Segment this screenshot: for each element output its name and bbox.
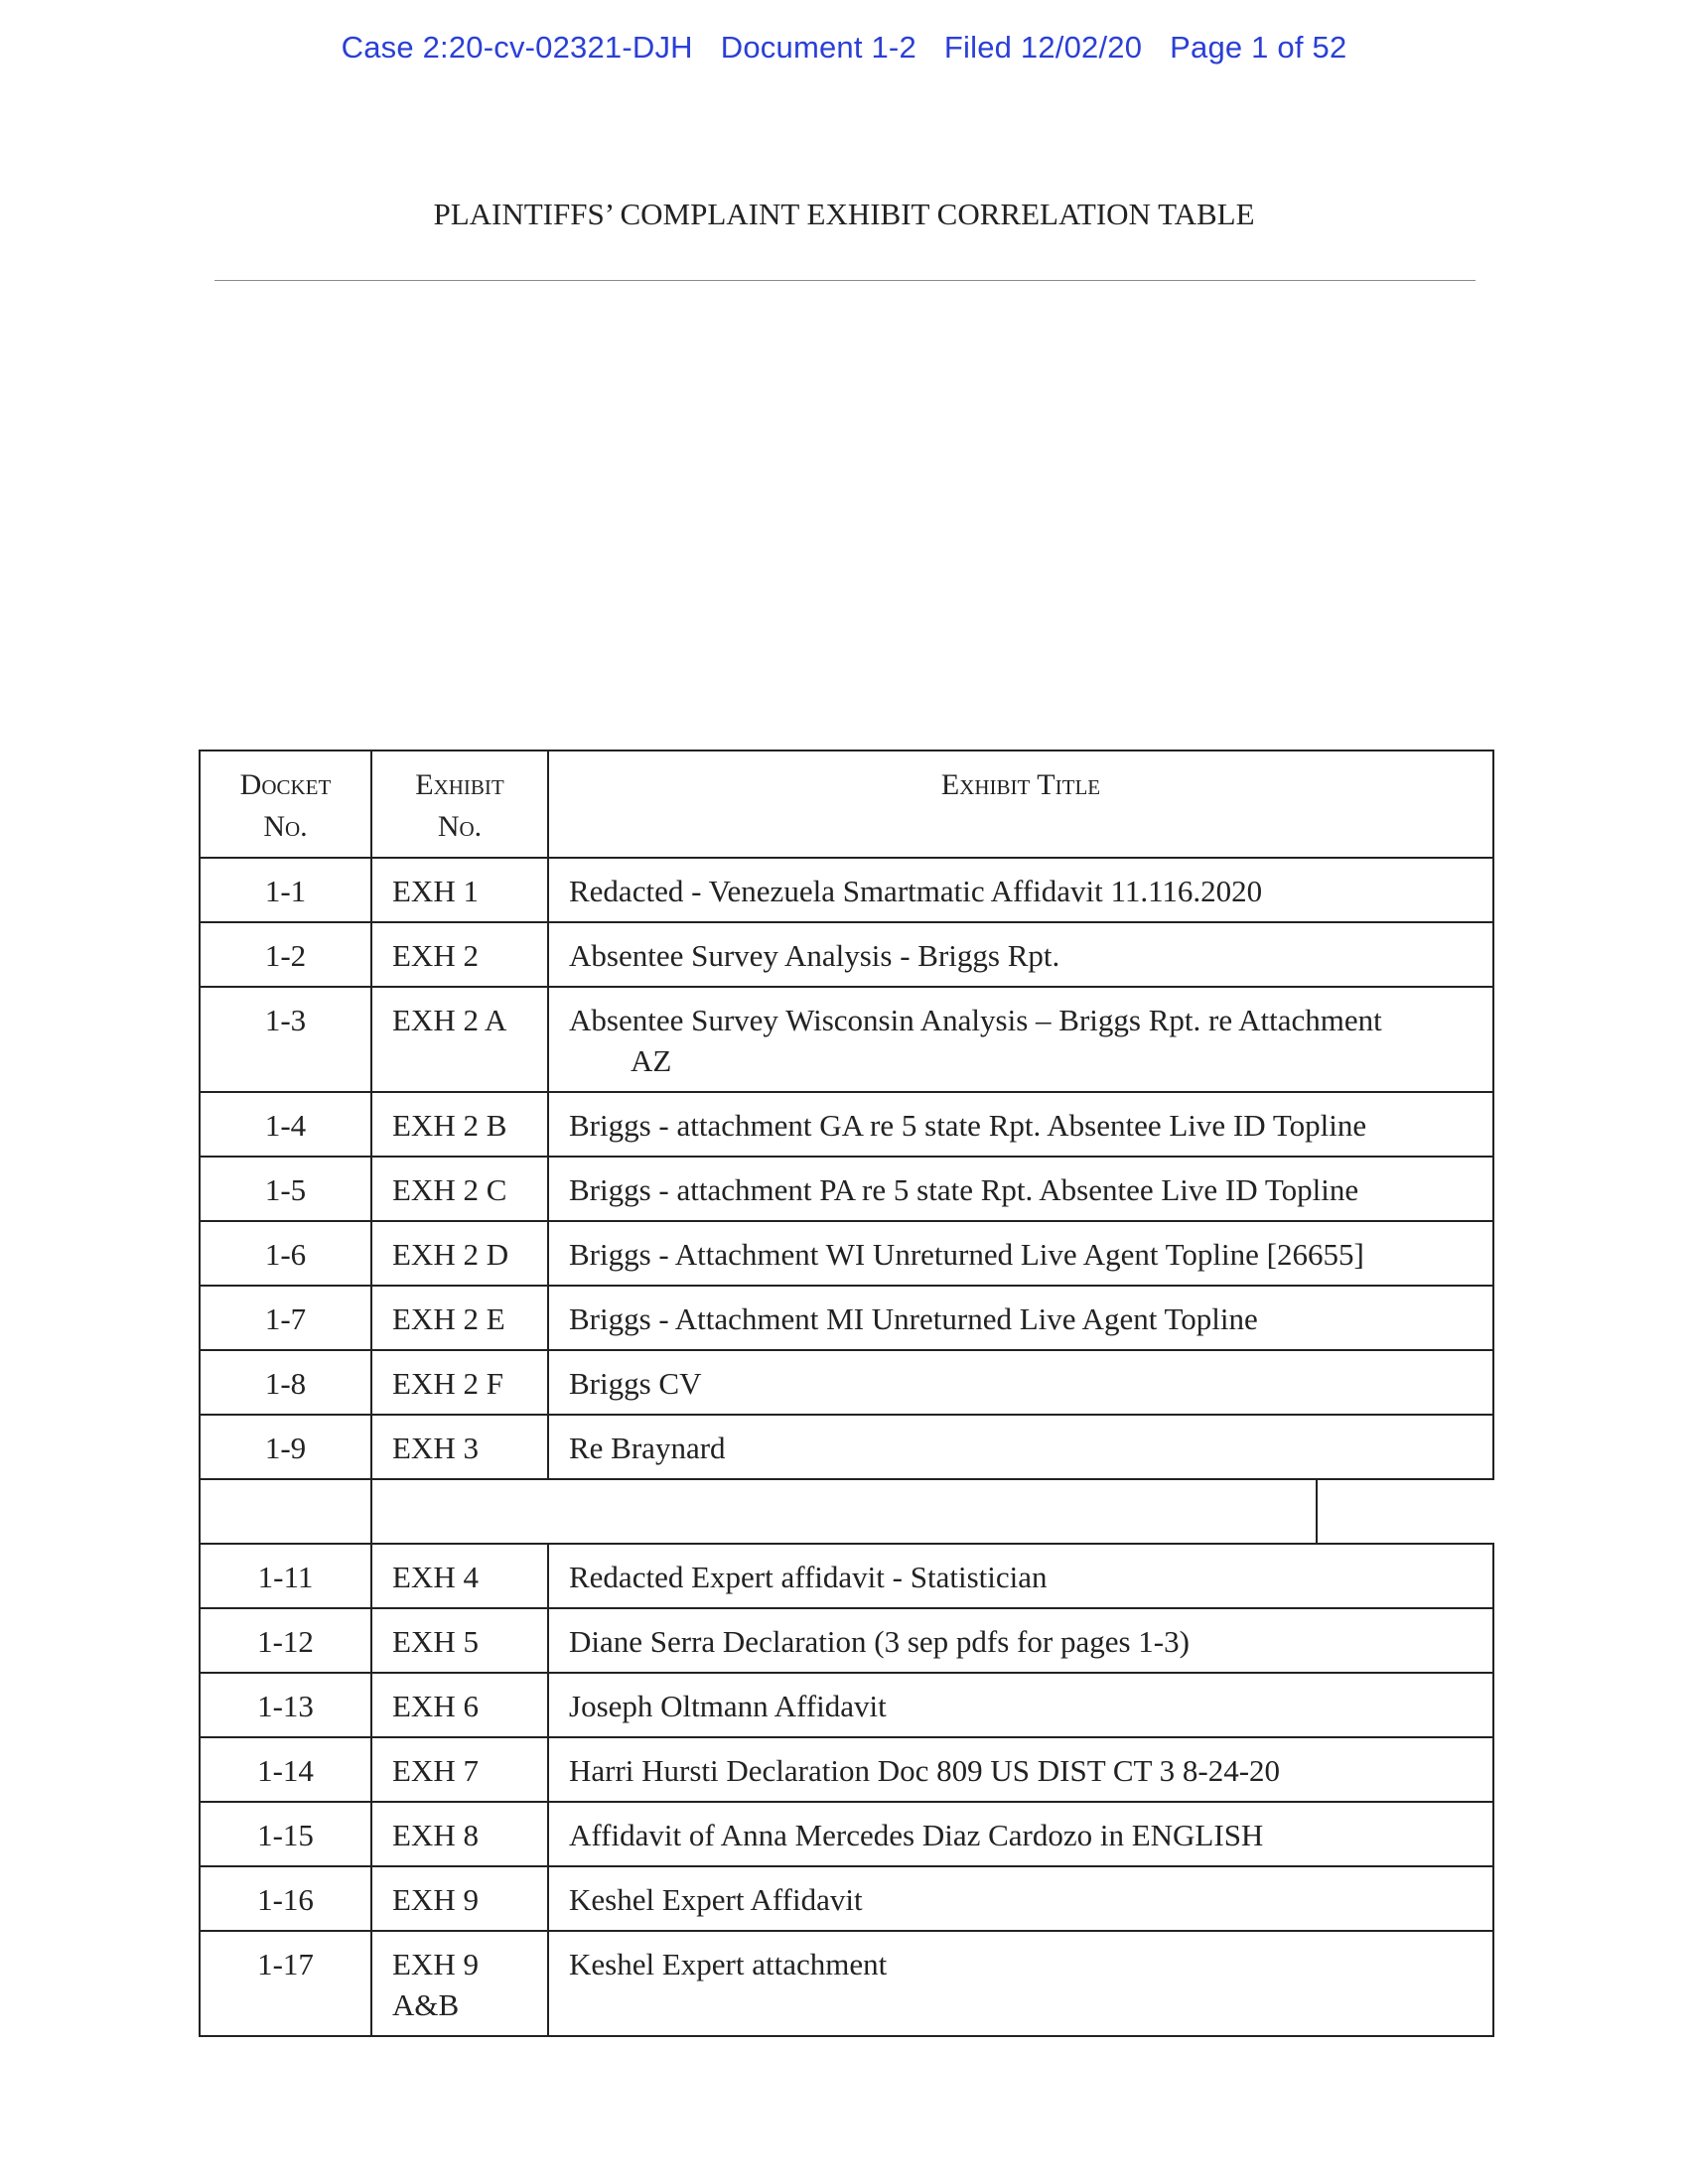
exhibit-correlation-table [199, 750, 1494, 2037]
docket-number-cell: 1-1 [200, 858, 371, 922]
docket-number-cell: 1-6 [200, 1221, 371, 1286]
exhibit-title-cell [548, 1092, 1493, 1157]
table-row [200, 1286, 1493, 1350]
case-number: Case 2:20-cv-02321-DJH [341, 30, 693, 65]
docket-number-cell: 1-14 [200, 1737, 371, 1802]
exhibit-number-continued: A&B [392, 1987, 460, 2022]
exhibit-title-continued: AZ [631, 1043, 672, 1078]
docket-number-cell: 1-4 [200, 1092, 371, 1157]
exhibit-title-cell [548, 1673, 1493, 1737]
title-divider [214, 280, 1476, 281]
exhibit-number: EXH 1 [392, 874, 479, 908]
table-row [200, 1802, 1493, 1866]
exhibit-title: Briggs CV [569, 1366, 702, 1401]
exhibit-title: Absentee Survey Wisconsin Analysis – Briggs Rpt. re Attachment [569, 1003, 1382, 1037]
exhibit-title-cell [548, 1608, 1493, 1673]
docket-number-cell: 1-16 [200, 1866, 371, 1931]
exhibit-title-cell [548, 1415, 1493, 1479]
table-row [200, 922, 1493, 987]
exhibit-number-cell [371, 1866, 548, 1931]
exhibit-number-cell [371, 1544, 548, 1608]
exhibit-title: Absentee Survey Analysis - Briggs Rpt. [569, 938, 1060, 973]
table-row [200, 1092, 1493, 1157]
docket-number-cell: 1-7 [200, 1286, 371, 1350]
exhibit-number: EXH 2 F [392, 1366, 503, 1401]
exhibit-title: Harri Hursti Declaration Doc 809 US DIST CT 3 8-24-20 [569, 1753, 1281, 1788]
header-exhibit-title: Exhibit Title [548, 751, 1493, 858]
exhibit-number: EXH 7 [392, 1753, 479, 1788]
docket-number-cell: 1-5 [200, 1157, 371, 1221]
exhibit-number: EXH 2 A [392, 1003, 507, 1037]
page-title: PLAINTIFFS’ COMPLAINT EXHIBIT CORRELATION TABLE [433, 197, 1255, 231]
exhibit-title-cell [548, 1737, 1493, 1802]
document-number: Document 1-2 [720, 30, 916, 65]
exhibit-number-cell [371, 1673, 548, 1737]
blank-cell [200, 1479, 371, 1544]
exhibit-title-cell [548, 987, 1493, 1092]
exhibit-number-cell [371, 987, 548, 1092]
exhibit-title-cell [548, 1157, 1493, 1221]
exhibit-number: EXH 2 E [392, 1301, 505, 1336]
table-row [200, 1608, 1493, 1673]
filed-date: Filed 12/02/20 [943, 30, 1143, 65]
exhibit-number-cell [371, 1802, 548, 1866]
exhibit-title: Joseph Oltmann Affidavit [569, 1689, 887, 1723]
exhibit-number-cell [371, 922, 548, 987]
table-header-row [200, 751, 1493, 858]
exhibit-title-cell [548, 1221, 1493, 1286]
exhibit-title: Affidavit of Anna Mercedes Diaz Cardozo in ENGLISH [569, 1818, 1264, 1852]
exhibit-title: Briggs - Attachment MI Unreturned Live Agent Topline [569, 1301, 1258, 1336]
exhibit-title: Briggs - attachment GA re 5 state Rpt. Absentee Live ID Topline [569, 1108, 1367, 1143]
docket-number-cell: 1-15 [200, 1802, 371, 1866]
exhibit-number: EXH 8 [392, 1818, 479, 1852]
table-row [200, 1931, 1493, 2036]
page-indicator: Page 1 of 52 [1170, 30, 1347, 65]
exhibit-number-cell [371, 1350, 548, 1415]
table-row [200, 1221, 1493, 1286]
docket-number-cell: 1-13 [200, 1673, 371, 1737]
exhibit-number: EXH 4 [392, 1560, 479, 1594]
exhibit-number-cell [371, 1931, 548, 2036]
docket-number-cell: 1-17 [200, 1931, 371, 2036]
exhibit-number-cell [371, 1737, 548, 1802]
exhibit-title-cell [548, 1544, 1493, 1608]
exhibit-number-cell [371, 1286, 548, 1350]
exhibit-number: EXH 3 [392, 1431, 479, 1465]
table-row [200, 987, 1493, 1092]
table-row [200, 1544, 1493, 1608]
exhibit-number-cell [371, 1157, 548, 1221]
exhibit-title: Keshel Expert Affidavit [569, 1882, 863, 1917]
exhibit-title-cell [548, 1802, 1493, 1866]
exhibit-number: EXH 9 [392, 1882, 479, 1917]
exhibit-title-cell [548, 922, 1493, 987]
exhibit-number-cell [371, 858, 548, 922]
exhibit-title: Keshel Expert attachment [569, 1947, 888, 1981]
header-docket-no: Docket No. [200, 751, 371, 858]
exhibit-number: EXH 9 [392, 1947, 479, 1981]
table-row [200, 1737, 1493, 1802]
table-row [200, 1157, 1493, 1221]
exhibit-number-cell [371, 1608, 548, 1673]
court-filing-stamp [0, 30, 1688, 66]
exhibit-title: Diane Serra Declaration (3 sep pdfs for pages 1-3) [569, 1624, 1190, 1659]
docket-number-cell: 1-12 [200, 1608, 371, 1673]
exhibit-title-cell [548, 1350, 1493, 1415]
exhibit-title: Redacted Expert affidavit - Statistician [569, 1560, 1048, 1594]
exhibit-title: Briggs - Attachment WI Unreturned Live Agent Topline [26655] [569, 1237, 1364, 1272]
docket-number-cell: 1-2 [200, 922, 371, 987]
docket-number-cell: 1-8 [200, 1350, 371, 1415]
exhibit-number: EXH 2 C [392, 1172, 507, 1207]
exhibit-number: EXH 5 [392, 1624, 479, 1659]
exhibit-number: EXH 2 [392, 938, 479, 973]
exhibit-title: Redacted - Venezuela Smartmatic Affidavit 11.116.2020 [569, 874, 1263, 908]
exhibit-number-cell [371, 1092, 548, 1157]
docket-number-cell: 1-9 [200, 1415, 371, 1479]
exhibit-title-cell [548, 1866, 1493, 1931]
table-row [200, 1415, 1493, 1479]
exhibit-title-cell [548, 1931, 1493, 2036]
table-row [200, 1866, 1493, 1931]
docket-number-cell: 1-11 [200, 1544, 371, 1608]
blank-row [200, 1479, 1493, 1544]
table-row [200, 858, 1493, 922]
table-row [200, 1673, 1493, 1737]
exhibit-number-cell [371, 1415, 548, 1479]
blank-cell-merged [371, 1479, 1493, 1544]
exhibit-number: EXH 2 B [392, 1108, 507, 1143]
exhibit-title-cell [548, 858, 1493, 922]
exhibit-number-cell [371, 1221, 548, 1286]
exhibit-title: Re Braynard [569, 1431, 726, 1465]
table-row [200, 1350, 1493, 1415]
exhibit-title: Briggs - attachment PA re 5 state Rpt. Absentee Live ID Topline [569, 1172, 1359, 1207]
header-exhibit-no: Exhibit No. [371, 751, 548, 858]
exhibit-title-cell [548, 1286, 1493, 1350]
exhibit-number: EXH 2 D [392, 1237, 509, 1272]
docket-number-cell: 1-3 [200, 987, 371, 1092]
exhibit-number: EXH 6 [392, 1689, 479, 1723]
